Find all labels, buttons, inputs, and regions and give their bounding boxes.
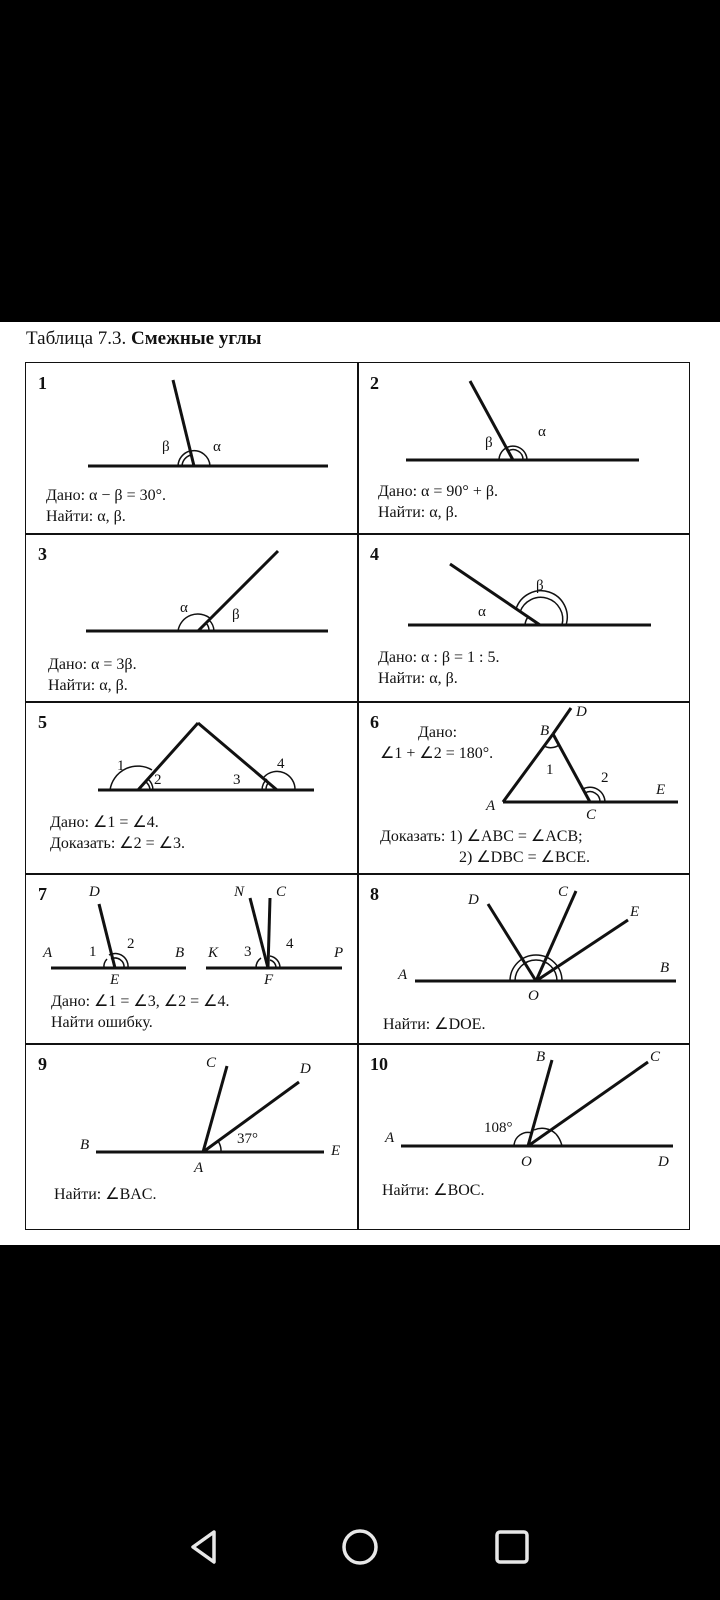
angle-label: 1 xyxy=(117,758,125,774)
home-icon[interactable] xyxy=(335,1522,385,1572)
find-text: Найти: ∠BAC. xyxy=(54,1186,157,1203)
given-text: Дано: α : β = 1 : 5. xyxy=(378,649,500,666)
point-label: F xyxy=(264,972,274,988)
point-label: B xyxy=(540,723,550,739)
problem-number: 7 xyxy=(38,884,47,904)
problem-number: 2 xyxy=(370,373,379,393)
problem-4 xyxy=(357,533,690,703)
angle-label: α xyxy=(538,424,546,440)
given-text: Дано: α = 90° + β. xyxy=(378,483,498,500)
angle-label: β xyxy=(232,607,240,623)
angle-label: 1 xyxy=(89,944,97,960)
angle-label: 3 xyxy=(233,772,241,788)
angle-label: α xyxy=(213,439,221,455)
point-label: B xyxy=(175,945,185,961)
point-label: E xyxy=(656,782,666,798)
problem-number: 10 xyxy=(370,1054,388,1074)
problem-2 xyxy=(357,362,690,535)
point-label: A xyxy=(385,1130,395,1146)
angle-label: 1 xyxy=(546,762,554,778)
point-label: E xyxy=(630,904,640,920)
angle-label: α xyxy=(478,604,486,620)
given-label: Дано: xyxy=(418,724,458,741)
point-label: E xyxy=(331,1143,341,1159)
point-label: D xyxy=(89,884,100,900)
point-label: A xyxy=(43,945,53,961)
back-icon[interactable] xyxy=(179,1522,229,1572)
problems-grid xyxy=(25,362,700,1230)
point-label: N xyxy=(234,884,245,900)
problem-5 xyxy=(25,701,359,875)
point-label: D xyxy=(576,704,587,720)
problem-9 xyxy=(25,1043,359,1230)
find-text: Найти: α, β. xyxy=(378,504,458,521)
angle-label: 2 xyxy=(127,936,135,952)
problem-number: 9 xyxy=(38,1054,47,1074)
point-label: A xyxy=(398,967,408,983)
find-text: Найти: ∠BOC. xyxy=(382,1182,485,1199)
table-title xyxy=(26,328,262,350)
recents-icon[interactable] xyxy=(487,1522,537,1572)
problem-3 xyxy=(25,533,359,703)
angle-label: β xyxy=(485,435,493,451)
given-condition: ∠1 + ∠2 = 180°. xyxy=(380,745,494,762)
given-text: Дано: α − β = 30°. xyxy=(46,487,166,504)
point-label: K xyxy=(208,945,219,961)
find-text: Найти ошибку. xyxy=(51,1014,153,1031)
prove-text-2: 2) ∠DBC = ∠BCE. xyxy=(459,849,591,866)
angle-label: β xyxy=(162,439,170,455)
angle-label: 37° xyxy=(237,1131,258,1147)
point-label: P xyxy=(334,945,344,961)
find-text: Найти: ∠DOE. xyxy=(383,1016,486,1033)
point-label: D xyxy=(468,892,479,908)
point-label: B xyxy=(80,1137,90,1153)
problem-7 xyxy=(25,873,359,1045)
point-label: C xyxy=(276,884,287,900)
point-label: C xyxy=(650,1049,661,1065)
problem-1 xyxy=(25,362,359,535)
point-label: B xyxy=(536,1049,546,1065)
table-heading: Смежные углы xyxy=(131,328,262,349)
problem-6 xyxy=(357,701,690,875)
angle-label: 4 xyxy=(286,936,294,952)
point-label: C xyxy=(586,807,597,823)
problem-number: 3 xyxy=(38,544,47,564)
problem-number: 6 xyxy=(370,712,379,732)
point-label: D xyxy=(300,1061,311,1077)
problem-number: 1 xyxy=(38,373,47,393)
problem-number: 5 xyxy=(38,712,47,732)
point-label: O xyxy=(521,1154,532,1170)
problem-number: 8 xyxy=(370,884,379,904)
point-label: D xyxy=(658,1154,669,1170)
point-label: B xyxy=(660,960,670,976)
angle-label: α xyxy=(180,600,188,616)
find-text: Найти: α, β. xyxy=(378,670,458,687)
find-text: Найти: α, β. xyxy=(48,677,128,694)
angle-label: 108° xyxy=(484,1120,513,1136)
problem-10 xyxy=(357,1043,690,1230)
prove-text: Доказать: 1) ∠ABC = ∠ACB; xyxy=(380,828,583,845)
angle-label: 2 xyxy=(154,772,162,788)
point-label: C xyxy=(206,1055,217,1071)
table-number: Таблица 7.3. xyxy=(26,328,127,349)
angle-label: 4 xyxy=(277,756,285,772)
point-label: O xyxy=(528,988,539,1004)
given-text: Дано: α = 3β. xyxy=(48,656,137,673)
angle-label: 2 xyxy=(601,770,609,786)
given-text: Дано: ∠1 = ∠3, ∠2 = ∠4. xyxy=(51,993,230,1010)
angle-label: 3 xyxy=(244,944,252,960)
point-label: E xyxy=(110,972,120,988)
diagram xyxy=(358,1044,690,1230)
point-label: A xyxy=(486,798,496,814)
prove-text: Доказать: ∠2 = ∠3. xyxy=(50,835,185,852)
point-label: A xyxy=(194,1160,204,1176)
problem-number: 4 xyxy=(370,544,379,564)
system-nav-bar xyxy=(0,1500,720,1600)
document-page xyxy=(0,322,720,1245)
problem-8 xyxy=(357,873,690,1045)
find-text: Найти: α, β. xyxy=(46,508,126,525)
given-text: Дано: ∠1 = ∠4. xyxy=(50,814,159,831)
point-label: C xyxy=(558,884,569,900)
angle-label: β xyxy=(536,578,544,594)
